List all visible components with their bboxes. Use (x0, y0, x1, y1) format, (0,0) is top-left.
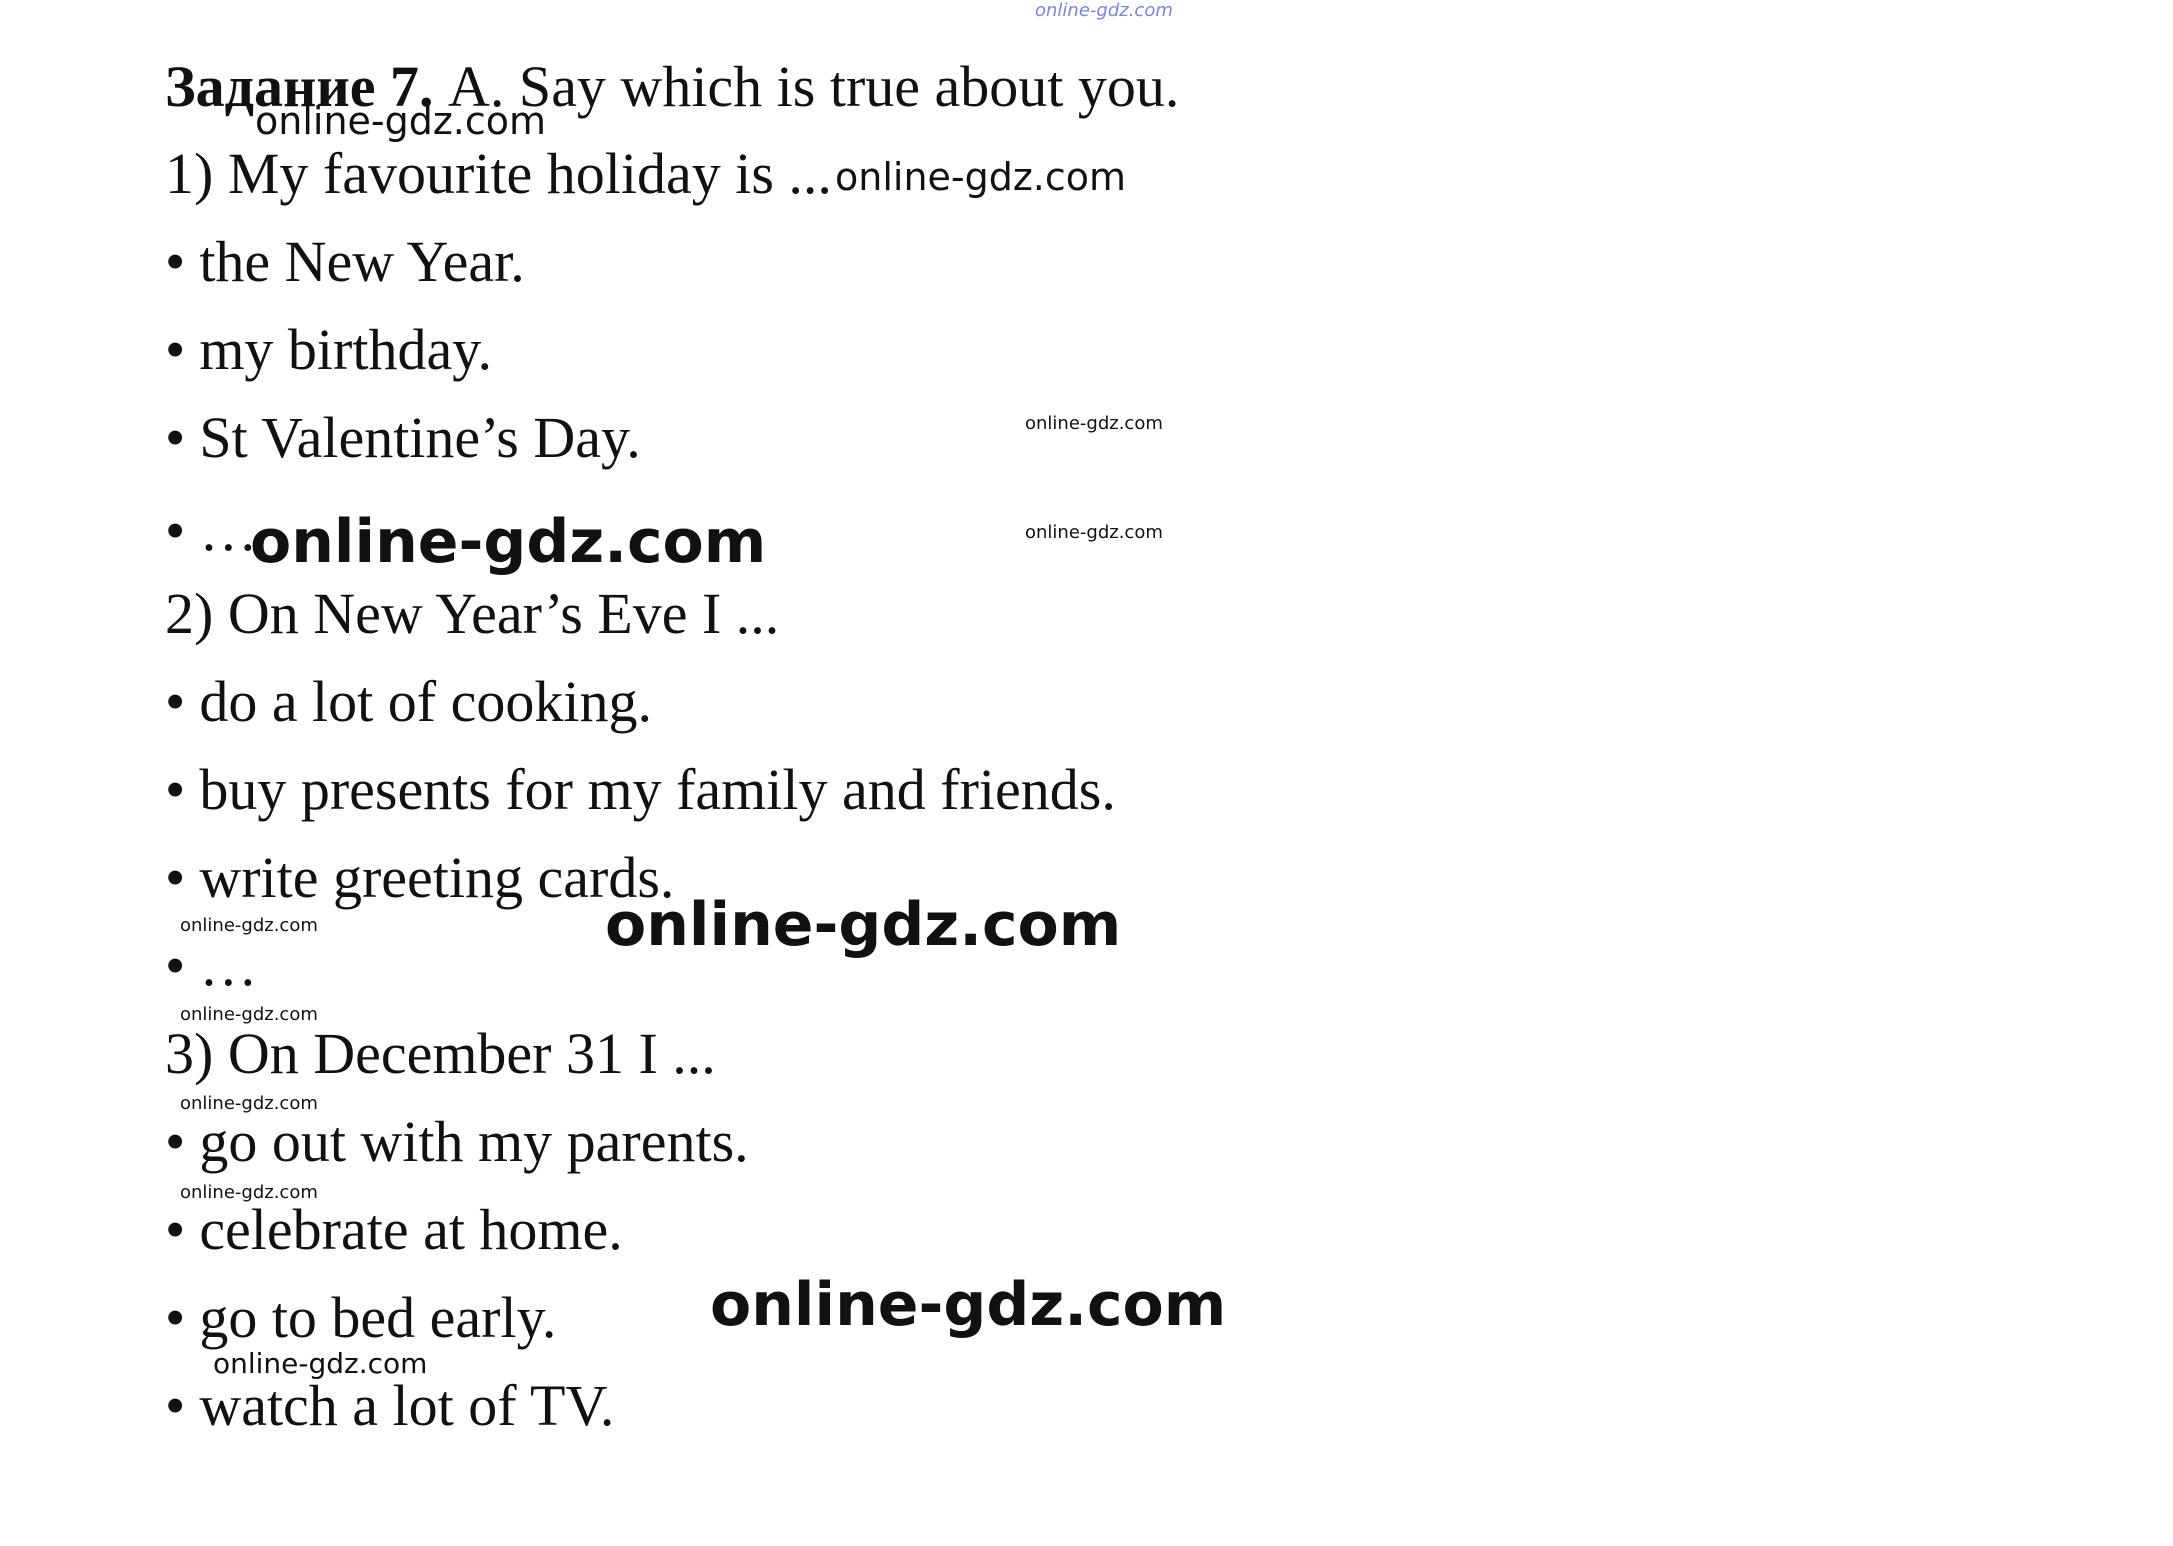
bullet-icon: • (165, 1109, 186, 1174)
option-text: my birthday. (199, 317, 492, 382)
task-instruction: A. Say which is true about you. (448, 54, 1180, 119)
watermark: online-gdz.com (213, 1347, 428, 1380)
option-text: watch a lot of TV. (199, 1373, 615, 1438)
watermark: online-gdz.com (180, 1093, 318, 1114)
watermark: online-gdz.com (180, 1004, 318, 1025)
option-item (165, 1373, 615, 1438)
task-label: Задание 7. (165, 54, 434, 119)
option-text: … (199, 498, 258, 563)
watermark: online-gdz.com (255, 99, 547, 143)
question-1-prompt: 1) My favourite holiday is ... (165, 141, 832, 206)
option-text: go out with my parents. (199, 1109, 749, 1174)
bullet-icon: • (165, 405, 186, 470)
option-text: St Valentine’s Day. (199, 405, 641, 470)
watermark: online-gdz.com (605, 890, 1122, 960)
option-item (165, 1285, 557, 1350)
bullet-icon: • (165, 1197, 186, 1262)
watermark: online-gdz.com (180, 1182, 318, 1203)
question-3-prompt: 3) On December 31 I ... (165, 1021, 716, 1086)
option-item (165, 1109, 749, 1174)
watermark: online-gdz.com (1035, 0, 1173, 21)
option-text: do a lot of cooking. (199, 669, 652, 734)
question-2-prompt: 2) On New Year’s Eve I ... (165, 581, 780, 646)
option-item (165, 757, 1116, 822)
watermark: online-gdz.com (250, 507, 767, 577)
bullet-icon: • (165, 1373, 186, 1438)
option-item (165, 229, 525, 294)
option-text: celebrate at home. (199, 1197, 623, 1262)
option-text: go to bed early. (199, 1285, 557, 1350)
option-text: … (199, 933, 258, 998)
watermark: online-gdz.com (180, 915, 318, 936)
bullet-icon: • (165, 933, 186, 998)
watermark: online-gdz.com (710, 1270, 1227, 1340)
watermark: online-gdz.com (835, 155, 1127, 199)
bullet-icon: • (165, 229, 186, 294)
bullet-icon: • (165, 1285, 186, 1350)
option-item (165, 498, 258, 563)
option-item (165, 317, 492, 382)
option-text: buy presents for my family and friends. (199, 757, 1116, 822)
bullet-icon: • (165, 845, 186, 910)
option-item (165, 669, 652, 734)
watermark: online-gdz.com (1025, 522, 1163, 543)
option-item (165, 845, 675, 910)
bullet-icon: • (165, 757, 186, 822)
watermark: online-gdz.com (1025, 413, 1163, 434)
option-item (165, 1197, 623, 1262)
bullet-icon: • (165, 317, 186, 382)
bullet-icon: • (165, 498, 186, 563)
bullet-icon: • (165, 669, 186, 734)
option-item (165, 405, 641, 470)
option-text: write greeting cards. (199, 845, 675, 910)
option-text: the New Year. (199, 229, 525, 294)
option-item (165, 933, 258, 998)
